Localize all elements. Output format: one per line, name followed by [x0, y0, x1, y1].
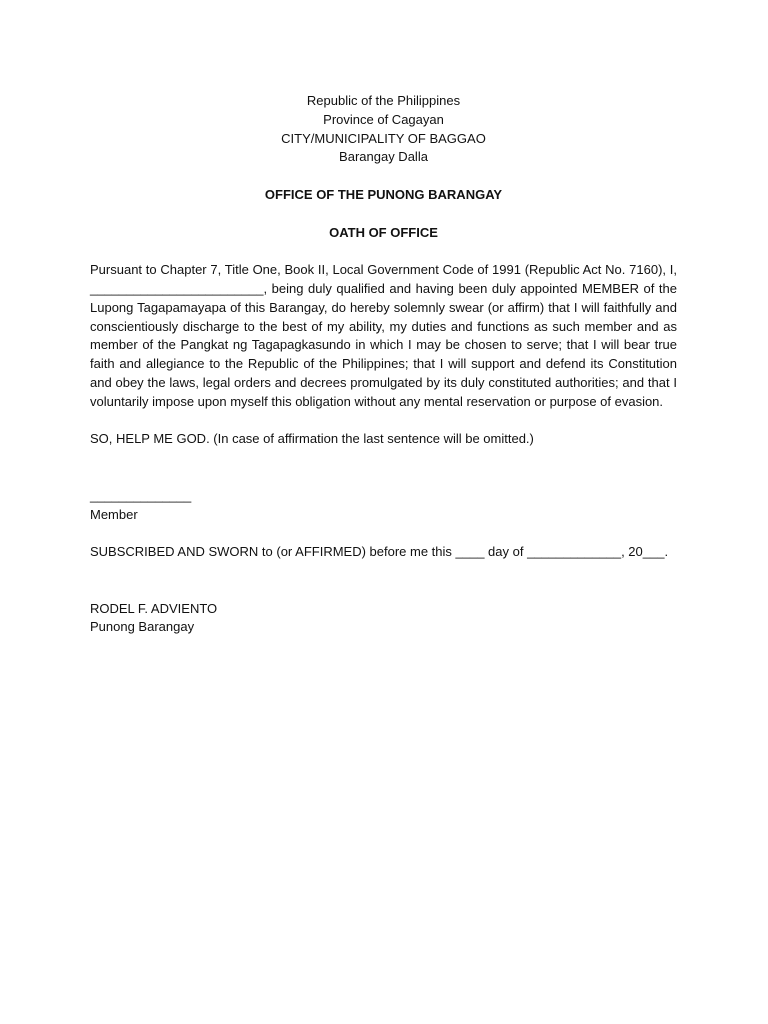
oath-title: OATH OF OFFICE: [329, 224, 438, 240]
barangay-line: Barangay Dalla: [339, 149, 428, 165]
official-name: RODEL F. ADVIENTO: [90, 600, 218, 616]
municipality-line: CITY/MUNICIPALITY OF BAGGAO: [281, 130, 486, 146]
help-me-god-paragraph: SO, HELP ME GOD. (In case of affirmation the last sentence will be omitted.): [90, 431, 534, 447]
province-line: Province of Cagayan: [323, 111, 444, 127]
document-page: [90, 92, 677, 637]
official-signature-block: [90, 600, 677, 638]
document-header: [90, 92, 677, 167]
oath-body-paragraph: Pursuant to Chapter 7, Title One, Book II, Local Government Code of 1991 (Republic Act No. 7160), I, ________________________, being duly qualified and having been duly appointed MEMBER of the Lupong Tagapamayapa of this Barangay, do hereby solemnly swear (or affirm) that I will faithfully and conscientiously discharge to the best of my ability, my duties and functions as such member and as member of the Pangkat ng Tagapagkasundo in which I may be chosen to serve; that I will bear true faith and allegiance to the Republic of the Philippines; that I will support and defend its Constitution and obey the laws, legal orders and decrees promulgated by its duly constituted authorities; and that I voluntarily impose upon myself this obligation without any mental reservation or purpose of evasion.: [90, 262, 677, 409]
signature-line: ______________: [90, 487, 192, 503]
republic-line: Republic of the Philippines: [306, 93, 461, 108]
official-title: Punong Barangay: [90, 619, 195, 635]
signature-label: Member: [90, 506, 138, 522]
office-title: OFFICE OF THE PUNONG BARANGAY: [264, 186, 503, 202]
subscribed-sworn-paragraph: SUBSCRIBED AND SWORN to (or AFFIRMED) before me this ____ day of _____________, 20___.: [90, 544, 669, 560]
member-signature-block: [90, 487, 677, 525]
